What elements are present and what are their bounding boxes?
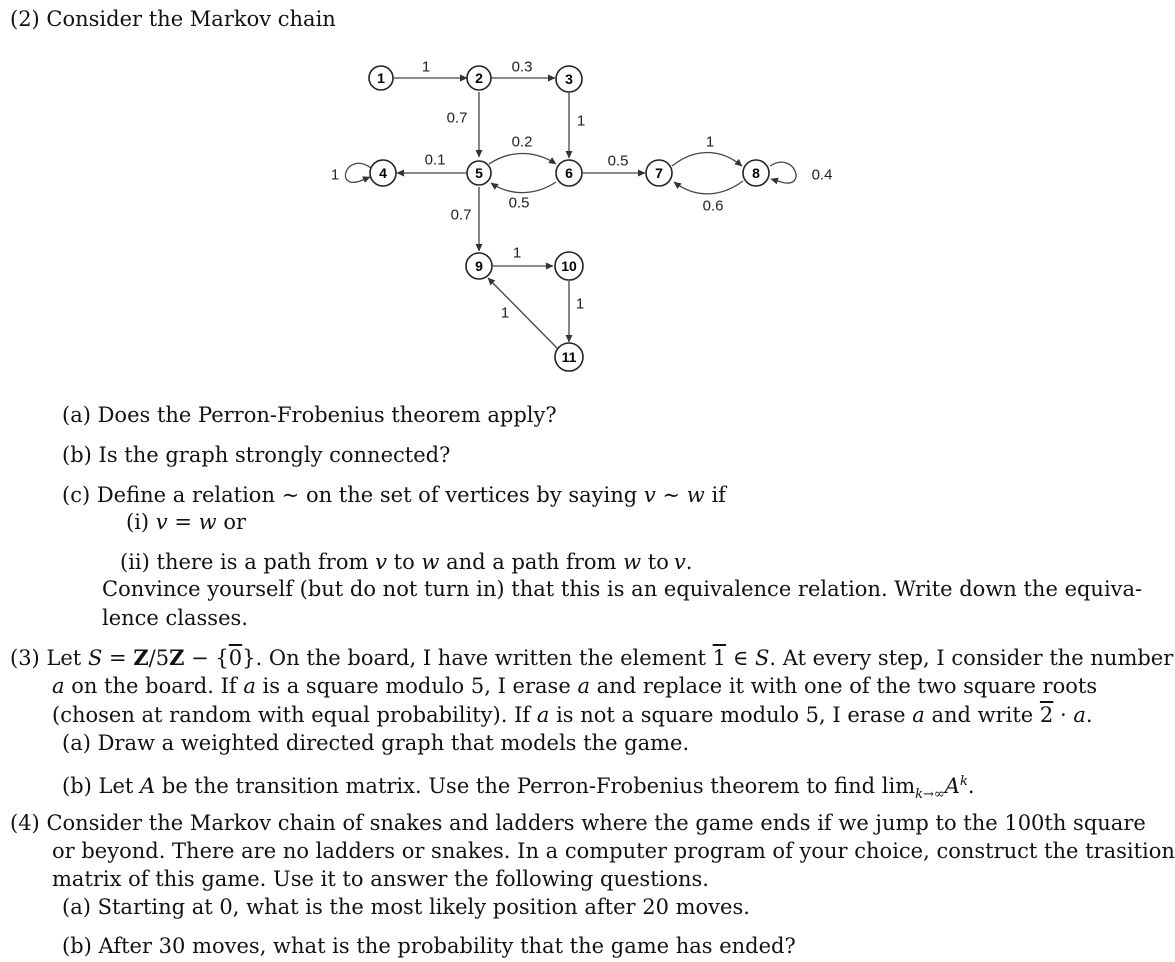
problem-3b-num: (b) xyxy=(62,774,92,798)
node-1-label: 1 xyxy=(377,70,385,86)
weight-8-8: 0.4 xyxy=(811,166,833,184)
node-3 xyxy=(556,66,582,92)
problem-4-line-1 xyxy=(10,810,1146,836)
problem-4a-num: (a) xyxy=(62,895,91,919)
in-symbol: ∈ xyxy=(732,646,749,670)
node-10 xyxy=(555,252,583,280)
problem-4a-text: Starting at 0, what is the most likely position after 20 moves. xyxy=(97,895,750,919)
problem-3-l2d: and replace it with one of the two square roots xyxy=(596,674,1098,698)
edge-6-5 xyxy=(491,182,556,193)
problem-2c-text-mid: on the set of vertices by saying xyxy=(305,483,638,507)
problem-3-num: (3) xyxy=(10,646,40,670)
problem-2b xyxy=(62,442,450,468)
weight-4-4: 1 xyxy=(330,166,340,184)
problem-2c-i-num: (i) xyxy=(126,510,150,534)
edge-weights xyxy=(331,59,833,322)
weight-5-6: 0.2 xyxy=(511,133,533,151)
bold-Z: Z xyxy=(133,645,149,670)
node-5-label: 5 xyxy=(475,165,483,181)
edge-5-6 xyxy=(489,154,556,165)
power-k: k xyxy=(959,774,968,789)
bold-Z-2: Z xyxy=(169,645,185,670)
problem-3-l2c: is a square modulo 5, I erase xyxy=(262,674,571,698)
node-8-label: 8 xyxy=(752,165,760,181)
lim: lim xyxy=(881,774,916,798)
problem-2c-convince-2: lence classes. xyxy=(102,606,248,630)
weight-3-6: 1 xyxy=(576,112,586,130)
var-v-i: v xyxy=(155,510,168,534)
var-a: a xyxy=(52,674,65,698)
problem-3-line-2 xyxy=(52,673,1097,699)
problem-2c-ii-to: to xyxy=(393,550,415,574)
node-3-label: 3 xyxy=(565,71,573,87)
node-6 xyxy=(556,160,582,186)
problem-3a xyxy=(62,730,689,756)
node-1 xyxy=(369,66,393,90)
var-A: A xyxy=(140,774,156,798)
node-9 xyxy=(466,253,492,279)
problem-2c-ii-t1: there is a path from xyxy=(156,550,369,574)
edges xyxy=(345,78,796,348)
two-bar: 2 xyxy=(1039,703,1054,727)
problem-2c-text-pre: Define a relation xyxy=(96,483,275,507)
problem-2-header: (2) Consider the Markov chain xyxy=(10,7,336,31)
edge-7-8 xyxy=(672,153,742,167)
markov-chain-diagram xyxy=(0,0,1096,400)
problem-2c-i xyxy=(126,509,246,535)
weight-5-4: 0.1 xyxy=(424,151,446,169)
problem-4b-num: (b) xyxy=(62,934,92,958)
one-bar: 1 xyxy=(712,646,727,670)
weight-9-10: 1 xyxy=(512,244,522,262)
weight-2-3: 0.3 xyxy=(511,58,533,76)
problem-2c-ii-to-2: to xyxy=(647,550,669,574)
sim-symbol: ∼ xyxy=(281,483,300,507)
problem-3-t1-end: . At every step, I consider the number xyxy=(769,646,1174,670)
problem-3-l2b: on the board. If xyxy=(71,674,237,698)
edge-11-9 xyxy=(488,278,557,348)
edge-8-8-loop xyxy=(770,162,796,183)
problem-4-num: (4) xyxy=(10,811,40,835)
node-4-label: 4 xyxy=(379,165,387,181)
problem-3b xyxy=(62,769,975,808)
dot-symbol: · xyxy=(1059,703,1067,727)
weight-11-9: 1 xyxy=(500,304,510,322)
set-close: } xyxy=(242,646,256,670)
weight-8-7: 0.6 xyxy=(702,197,724,215)
var-w: w xyxy=(686,483,705,507)
problem-3-l3c: and write xyxy=(931,703,1034,727)
var-v: v xyxy=(643,483,656,507)
problem-4-line-3: matrix of this game. Use it to answer the following questions. xyxy=(52,867,709,891)
problem-2c-num: (c) xyxy=(62,483,91,507)
var-a-5: a xyxy=(912,703,925,727)
var-a-3: a xyxy=(577,674,590,698)
problem-2c-ii-num: (ii) xyxy=(120,550,150,574)
problem-2c-ii xyxy=(120,549,692,575)
problem-3-let: Let xyxy=(46,646,82,670)
eq-S: = xyxy=(109,646,127,670)
problem-3a-num: (a) xyxy=(62,731,91,755)
var-a-2: a xyxy=(243,674,256,698)
problem-2c xyxy=(62,482,726,508)
problem-3-line-3 xyxy=(52,702,1093,728)
node-4 xyxy=(370,160,396,186)
problem-2a-text: Does the Perron-Frobenius theorem apply? xyxy=(97,403,557,427)
var-w-ii-2: w xyxy=(623,550,642,574)
node-7 xyxy=(646,160,672,186)
var-S: S xyxy=(87,646,103,670)
or-i: or xyxy=(223,510,247,534)
minus: − xyxy=(191,646,209,670)
problem-2c-if: if xyxy=(711,483,726,507)
problem-4-line-2: or beyond. There are no ladders or snakes. In a computer program of your choice, construct the trasition xyxy=(52,839,1175,863)
problem-2b-text: Is the graph strongly connected? xyxy=(98,443,451,467)
problem-3b-t2: be the transition matrix. Use the Perron-Frobenius theorem to find xyxy=(161,774,876,798)
problem-2a xyxy=(62,402,557,428)
zero-bar: 0 xyxy=(228,646,243,670)
node-11 xyxy=(555,343,583,371)
problem-3-l3b: is not a square modulo 5, I erase xyxy=(556,703,906,727)
problem-2c-ii-end: . xyxy=(685,550,693,574)
problem-3b-end: . xyxy=(967,774,975,798)
weight-6-5: 0.5 xyxy=(508,194,530,212)
problem-3-t1: . On the board, I have written the element xyxy=(255,646,706,670)
weight-1-2: 1 xyxy=(421,58,431,76)
eq-i: = xyxy=(174,510,192,534)
problem-3a-text: Draw a weighted directed graph that models the game. xyxy=(97,731,690,755)
problem-3-l3a: (chosen at random with equal probability). If xyxy=(52,703,531,727)
node-8 xyxy=(743,160,769,186)
weight-2-5: 0.7 xyxy=(446,109,468,127)
problem-2c-convince-1: Convince yourself (but do not turn in) that this is an equivalence relation. Write down the equiva- xyxy=(102,577,1143,601)
var-S-2: S xyxy=(754,646,770,670)
node-9-label: 9 xyxy=(475,258,483,274)
node-10-label: 10 xyxy=(561,258,577,274)
problem-4-l1: Consider the Markov chain of snakes and ladders where the game ends if we jump to the 100th square xyxy=(46,811,1146,835)
problem-2a-num: (a) xyxy=(62,403,91,427)
edge-8-7 xyxy=(674,181,743,194)
var-w-ii: w xyxy=(421,550,440,574)
weight-5-9: 0.7 xyxy=(450,206,472,224)
weight-10-11: 1 xyxy=(575,295,585,313)
node-2 xyxy=(467,66,491,90)
problem-3-l3end: . xyxy=(1085,703,1093,727)
node-5 xyxy=(467,161,491,185)
set-open: { xyxy=(215,646,229,670)
problem-2b-num: (b) xyxy=(62,443,92,467)
var-v-ii: v xyxy=(375,550,387,574)
node-2-label: 2 xyxy=(475,70,483,86)
node-6-label: 6 xyxy=(565,165,573,181)
problem-2c-ii-t2: and a path from xyxy=(446,550,617,574)
var-a-6: a xyxy=(1073,703,1086,727)
node-7-label: 7 xyxy=(655,165,663,181)
var-v-ii-2: v xyxy=(673,550,686,574)
problem-3-line-1 xyxy=(10,645,1173,671)
problem-4b-text: After 30 moves, what is the probability that the game has ended? xyxy=(98,934,796,958)
problem-4a xyxy=(62,894,750,920)
weight-7-8: 1 xyxy=(705,133,715,151)
problem-4b xyxy=(62,933,796,959)
edge-4-4-loop xyxy=(345,163,371,182)
var-A-2: A xyxy=(944,774,960,798)
slash-5: /5 xyxy=(148,646,170,670)
sim-symbol-2: ∼ xyxy=(662,483,681,507)
var-a-4: a xyxy=(536,703,550,727)
var-w-i: w xyxy=(198,510,217,534)
lim-subscript: k→∞ xyxy=(915,787,945,803)
weight-6-7: 0.5 xyxy=(607,152,629,170)
problem-3b-t1: Let xyxy=(98,774,134,798)
node-11-label: 11 xyxy=(561,349,577,365)
